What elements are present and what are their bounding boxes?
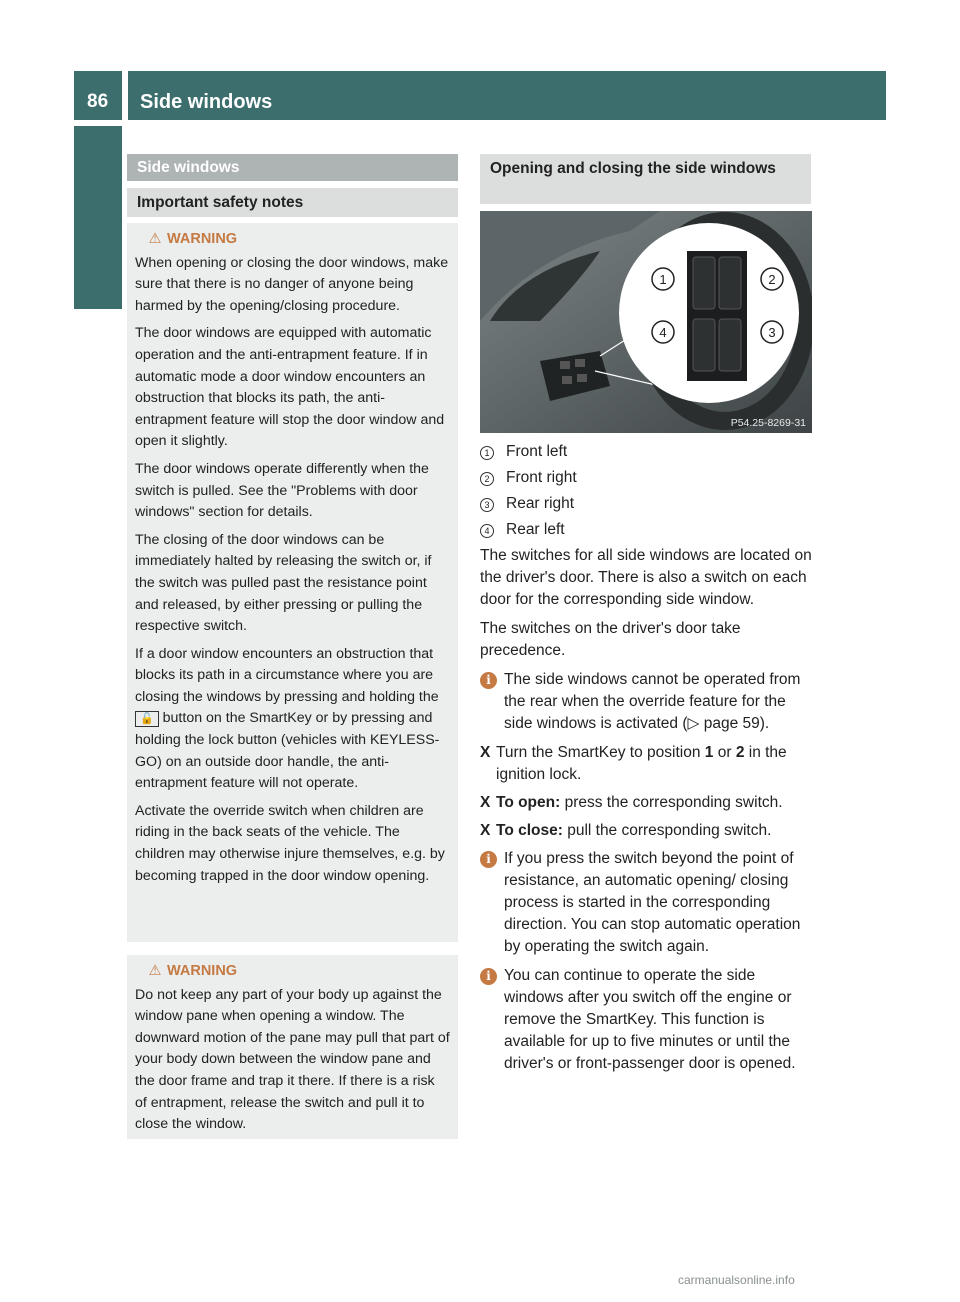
page-number-box (74, 71, 122, 120)
warning-triangle-icon: ⚠ (148, 963, 162, 979)
switch-mini (562, 376, 572, 384)
warning-heading: ⚠ WARNING (135, 229, 450, 251)
window-switch-rear-right (719, 319, 741, 371)
callout-3-label: 3 (768, 325, 776, 340)
info-text: The side windows cannot be operated from the rear when the override feature for the side windows is activated (▷ page 59). (504, 671, 801, 732)
warning-paragraph: If a door window encounters an obstruction that blocks its path in a circumstance where you are closing the windows by pressing and holding the 🔓 button on the SmartKey or by pressing and holding the lock button (vehicles with KEYLESS-GO) on an outside door handle, the anti-entrapment feature will not operate. (135, 645, 440, 792)
body-paragraph: The switches on the driver's door take precedence. (480, 620, 741, 659)
door-switch-photo (480, 211, 812, 433)
info-icon: i (480, 968, 497, 985)
window-switch-front-left (693, 257, 715, 309)
step-text: To open: press the corresponding switch. (496, 794, 783, 811)
legend-number: 4 (480, 524, 494, 538)
info-text: You can continue to operate the side windows after you switch off the engine or remove the SmartKey. This function is available for up to five minutes or until the driver's or front-passenger door is opened. (504, 967, 796, 1072)
info-text: If you press the switch beyond the point of resistance, an automatic opening/ closing process is started in the corresponding direction. You can stop automatic operation by operating the switch again. (504, 850, 801, 955)
side-tab (78, 149, 118, 706)
instruction-step (480, 820, 812, 842)
warning-paragraph: The door windows operate differently when the switch is pulled. See the "Problems with door windows" section for details. (135, 460, 429, 521)
legend-item (480, 441, 812, 463)
right-column-content (480, 441, 812, 1082)
info-icon: i (480, 851, 497, 868)
window-switch-rear-left (693, 319, 715, 371)
legend-number: 1 (480, 446, 494, 460)
info-note (480, 848, 812, 958)
instruction-step (480, 792, 812, 814)
instruction-step (480, 742, 812, 786)
switch-mini (575, 359, 585, 367)
warning-box-2 (127, 955, 458, 1139)
step-text: To close: pull the corresponding switch. (496, 822, 772, 839)
callout-2-label: 2 (768, 272, 776, 287)
legend-label: Rear right (506, 495, 575, 512)
callout-1-label: 1 (659, 272, 667, 287)
legend-number: 3 (480, 498, 494, 512)
switch-mini (577, 374, 587, 382)
warning-paragraph: When opening or closing the door windows, make sure that there is no danger of anyone being harmed by the opening/closing procedure. (135, 254, 449, 314)
legend-item (480, 493, 812, 515)
section-title-side-windows: Side windows (127, 154, 458, 181)
info-icon: i (480, 672, 497, 689)
step-marker-icon: X (480, 744, 491, 761)
warning-box-1 (127, 223, 458, 942)
info-note (480, 965, 812, 1075)
body-paragraph: The switches for all side windows are located on the driver's door. There is also a switch on each door for the corresponding side window. (480, 547, 812, 608)
section-title-opening-closing: Opening and closing the side windows (480, 154, 811, 204)
legend-item (480, 519, 812, 541)
warning-paragraph: Do not keep any part of your body up against the window pane when opening a window. The downward motion of the pane may pull that part of your body down between the window pane and the door frame and trap it there. If there is a risk of entrapment, release the switch and pull it to close the window. (135, 986, 450, 1133)
step-text: Turn the SmartKey to position 1 or 2 in the ignition lock. (496, 744, 787, 783)
step-marker-icon: X (480, 794, 491, 811)
legend-number: 2 (480, 472, 494, 486)
smartkey-lock-icon: 🔓 (135, 711, 159, 727)
switch-mini (560, 361, 570, 369)
subsection-title-safety: Important safety notes (127, 188, 458, 217)
info-note (480, 669, 812, 735)
warning-paragraph: The closing of the door windows can be immediately halted by releasing the switch or, if the switch was pulled past the resistance point and released, by either pressing or pulling the respective switch. (135, 531, 432, 635)
step-marker-icon: X (480, 822, 491, 839)
legend-label: Rear left (506, 521, 565, 538)
legend-label: Front right (506, 469, 577, 486)
window-switch-front-right (719, 257, 741, 309)
image-code: P54.25-8269-31 (730, 417, 806, 429)
warning-paragraph: The door windows are equipped with automatic operation and the anti-entrapment feature. If in automatic mode a door window encounters an obstruction that blocks its path, the anti-entrapment feature will stop the door window and open it slightly. (135, 325, 445, 450)
warning-triangle-icon: ⚠ (148, 231, 162, 247)
callout-4-label: 4 (659, 325, 667, 340)
legend-label: Front left (506, 443, 568, 460)
warning-paragraph: Activate the override switch when children are riding in the back seats of the vehicle. The children may otherwise injure themselves, e.g. by becoming trapped in the door window opening. (135, 802, 445, 884)
warning-heading: ⚠ WARNING (135, 961, 450, 983)
legend-item (480, 467, 812, 489)
side-tab-label: Opening/closing (88, 149, 110, 306)
page-title: Side windows (140, 91, 273, 113)
page-number: 86 (87, 91, 109, 112)
watermark[interactable]: carmanualsonline.info (678, 1273, 795, 1287)
header-bar (128, 71, 886, 120)
